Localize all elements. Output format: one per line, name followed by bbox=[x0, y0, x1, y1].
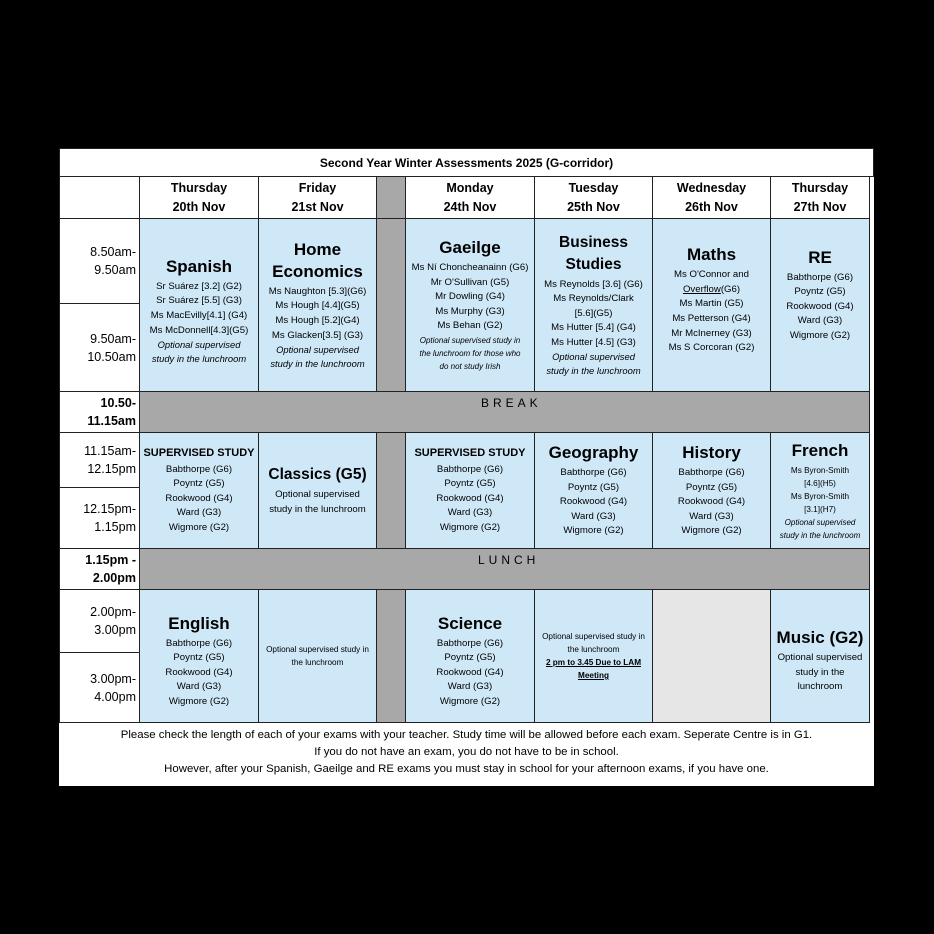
subject-title: French bbox=[791, 440, 849, 460]
supervised-study-mon24 bbox=[406, 433, 535, 549]
footer-line-1: Please check the length of each of your exams with your teacher. Study time will be allowed before each exam. Seperate Centre is in G1. bbox=[120, 729, 813, 741]
exam-room: Ms S Corcoran (G2) bbox=[668, 342, 755, 354]
exam-note: study in the lunchroom bbox=[270, 358, 365, 370]
day-date: 20th Nov bbox=[172, 199, 226, 214]
exam-room: Ward (G3) bbox=[797, 315, 843, 327]
exam-room: Wigmore (G2) bbox=[439, 695, 501, 707]
exam-room: [4.6](H5) bbox=[804, 478, 836, 488]
break-band bbox=[140, 392, 870, 433]
optional-study-tue25 bbox=[535, 590, 653, 723]
day-date: 26th Nov bbox=[685, 199, 738, 214]
time-start: 10.50- bbox=[100, 396, 136, 410]
day-header-thu27 bbox=[771, 177, 870, 219]
exam-room: Rookwood (G4) bbox=[559, 496, 628, 508]
supervised-study-thu20 bbox=[140, 433, 259, 549]
exam-room: Sr Suárez [5.5] (G3) bbox=[156, 295, 242, 307]
lunch-label: LUNCH bbox=[478, 553, 540, 567]
exam-room: Ms Hough [4.4](G5) bbox=[275, 300, 360, 312]
subject-title: Business bbox=[559, 233, 628, 251]
exam-room bbox=[683, 283, 740, 298]
time-end: 3.00pm bbox=[94, 623, 136, 637]
weekend-column-header bbox=[377, 177, 406, 219]
exam-room: Ms Petterson (G4) bbox=[672, 313, 751, 324]
footer-line-3: However, after your Spanish, Gaeilge and RE exams you must stay in school for your afternoon exams, if you have one. bbox=[164, 763, 769, 775]
exam-business-studies bbox=[535, 219, 653, 392]
exam-note: the lunchroom bbox=[291, 658, 344, 667]
exam-note: the lunchroom bbox=[567, 645, 620, 654]
exam-note: study in the lunchroom bbox=[546, 365, 641, 377]
title-text: Second Year Winter Assessments 2025 (G-corridor) bbox=[319, 155, 614, 170]
exam-science bbox=[406, 590, 535, 723]
exam-room: Poyntz (G5) bbox=[173, 652, 225, 664]
exam-room: Mr McInerney (G3) bbox=[671, 327, 752, 339]
time-lunch bbox=[59, 549, 140, 590]
subject-title: Home bbox=[293, 239, 342, 259]
exam-note: study in the lunchroom bbox=[779, 530, 861, 540]
exam-note: Optional supervised bbox=[276, 344, 359, 356]
exam-room: Babthorpe (G6) bbox=[678, 467, 745, 479]
timetable-title bbox=[59, 148, 874, 177]
exam-room: Ward (G3) bbox=[176, 507, 222, 519]
exam-room: Babthorpe (G6) bbox=[436, 637, 504, 649]
time-header-cell bbox=[59, 177, 140, 219]
exam-room: Rookwood (G4) bbox=[786, 300, 854, 312]
exam-room: Wigmore (G2) bbox=[168, 521, 230, 533]
time-break bbox=[59, 392, 140, 433]
exam-note: study in the lunchroom bbox=[151, 353, 247, 365]
exam-note: lunchroom bbox=[797, 681, 843, 693]
exam-room: Ms Murphy (G3) bbox=[435, 305, 505, 317]
exam-note: study in the lunchroom bbox=[269, 503, 366, 515]
exam-room: [5.6](G5) bbox=[574, 307, 613, 319]
exam-maths bbox=[653, 219, 771, 392]
exam-room: Wigmore (G2) bbox=[681, 525, 742, 537]
exam-room: Ms Martin (G5) bbox=[679, 298, 744, 310]
footer-line-2: If you do not have an exam, you do not have to be in school. bbox=[314, 746, 619, 758]
day-name: Friday bbox=[298, 180, 337, 195]
exam-note: Optional supervised bbox=[275, 488, 360, 500]
lam-meeting-note: 2 pm to 3.45 Due to LAM bbox=[545, 658, 642, 667]
exam-room: Wigmore (G2) bbox=[439, 521, 501, 533]
exam-room: Ms Hutter [4.5] (G3) bbox=[551, 336, 636, 348]
weekend-column-morning bbox=[377, 219, 406, 392]
exam-room: Ms Naughton [5.3](G6) bbox=[268, 285, 367, 297]
subject-title: Economics bbox=[272, 261, 363, 281]
exam-room: Ms McDonnell[4.3](G5) bbox=[149, 324, 249, 336]
break-label: BREAK bbox=[481, 396, 542, 410]
exam-gaeilge bbox=[406, 219, 535, 392]
exam-room: Poyntz (G5) bbox=[794, 286, 846, 298]
time-start: 9.50am- bbox=[90, 331, 136, 346]
time-start: 12.15pm- bbox=[83, 502, 136, 516]
exam-room: Babthorpe (G6) bbox=[165, 463, 233, 475]
subject-title: Studies bbox=[565, 255, 622, 273]
time-end: 11.15am bbox=[87, 414, 136, 428]
exam-room: Babthorpe (G6) bbox=[165, 637, 233, 649]
exam-note: Optional supervised bbox=[157, 339, 241, 351]
day-header-wed26 bbox=[653, 177, 771, 219]
time-slot-6 bbox=[59, 653, 140, 723]
exam-room: Poyntz (G5) bbox=[173, 478, 225, 490]
subject-title: History bbox=[682, 443, 741, 463]
exam-english bbox=[140, 590, 259, 723]
time-slot-2 bbox=[59, 304, 140, 392]
exam-history bbox=[653, 433, 771, 549]
exam-room: Ward (G3) bbox=[447, 681, 493, 693]
time-start: 2.00pm- bbox=[90, 605, 136, 619]
exam-room: Ms Hough [5.2](G4) bbox=[275, 315, 360, 326]
exam-room: Babthorpe (G6) bbox=[560, 467, 627, 479]
time-end: 2.00pm bbox=[92, 571, 136, 585]
exam-room: Poyntz (G5) bbox=[567, 481, 620, 493]
exam-room: [3.1](H7) bbox=[804, 504, 836, 514]
exam-classics bbox=[259, 433, 377, 549]
exam-room: Babthorpe (G6) bbox=[786, 271, 854, 283]
day-header-tue25 bbox=[535, 177, 653, 219]
exam-room: Wigmore (G2) bbox=[789, 329, 851, 341]
time-end: 12.15pm bbox=[87, 462, 136, 476]
exam-room: Ms O'Connor and bbox=[674, 269, 749, 281]
subject-title: Maths bbox=[686, 245, 737, 265]
exam-note: Optional supervised bbox=[784, 517, 856, 527]
day-header-fri21 bbox=[259, 177, 377, 219]
lam-meeting-note: Meeting bbox=[578, 671, 609, 680]
exam-room: Rookwood (G4) bbox=[165, 492, 233, 504]
exam-room: Ms Byron-Smith bbox=[790, 491, 850, 501]
exam-note: Optional supervised study in bbox=[419, 335, 521, 345]
exam-note: Optional supervised study in bbox=[266, 645, 369, 654]
day-name: Wednesday bbox=[676, 180, 747, 195]
time-slot-5 bbox=[59, 590, 140, 653]
subject-title: RE bbox=[808, 247, 832, 267]
day-date: 27th Nov bbox=[793, 199, 847, 214]
exam-music bbox=[771, 590, 870, 723]
exam-note: the lunchroom for those who bbox=[419, 348, 521, 358]
day-date: 25th Nov bbox=[567, 199, 620, 214]
day-header-mon24 bbox=[406, 177, 535, 219]
time-slot-4 bbox=[59, 488, 140, 549]
exam-room: Ward (G3) bbox=[176, 681, 222, 693]
subject-title: Classics (G5) bbox=[268, 465, 367, 483]
exam-room: Wigmore (G2) bbox=[168, 695, 230, 707]
lunch-band bbox=[140, 549, 870, 590]
exam-room: Ms Reynolds/Clark bbox=[553, 293, 634, 305]
time-slot-3 bbox=[59, 433, 140, 488]
exam-note: Optional supervised bbox=[552, 351, 635, 363]
exam-room: Ms MacEvilly[4.1] (G4) bbox=[150, 310, 248, 321]
exam-room: Poyntz (G5) bbox=[685, 481, 738, 493]
time-end: 4.00pm bbox=[94, 689, 136, 704]
exam-room: Mr Dowling (G4) bbox=[435, 291, 505, 303]
time-start: 1.15pm - bbox=[85, 553, 136, 567]
timetable-sheet bbox=[59, 148, 874, 786]
exam-room: Rookwood (G4) bbox=[165, 666, 233, 678]
subject-title: SUPERVISED STUDY bbox=[143, 446, 255, 459]
subject-title: Science bbox=[437, 613, 503, 633]
subject-title: Music (G2) bbox=[776, 628, 864, 648]
day-header-thu20 bbox=[140, 177, 259, 219]
subject-title: SUPERVISED STUDY bbox=[414, 446, 526, 459]
exam-room: Ward (G3) bbox=[447, 507, 493, 519]
day-name: Tuesday bbox=[568, 180, 619, 195]
time-start: 8.50am- bbox=[90, 245, 136, 259]
time-start: 11.15am- bbox=[84, 444, 136, 458]
weekend-column-midday bbox=[377, 433, 406, 549]
day-name: Thursday bbox=[791, 180, 849, 195]
exam-room-group: (G6) bbox=[720, 283, 741, 295]
exam-room: Babthorpe (G6) bbox=[436, 463, 504, 475]
exam-room: Ms Reynolds [3.6] (G6) bbox=[544, 278, 643, 290]
exam-room: Ms Ní Choncheanainn (G6) bbox=[411, 262, 529, 274]
exam-room: Ms Byron-Smith bbox=[790, 465, 850, 475]
optional-study-fri21 bbox=[259, 590, 377, 723]
exam-spanish bbox=[140, 219, 259, 392]
exam-room: Mr O'Sullivan (G5) bbox=[430, 276, 510, 288]
time-end: 1.15pm bbox=[94, 520, 136, 534]
overflow-link-text: Overflow bbox=[682, 283, 721, 295]
exam-room: Sr Suárez [3.2] (G2) bbox=[156, 280, 242, 292]
day-date: 24th Nov bbox=[443, 199, 497, 214]
time-end: 9.50am bbox=[94, 263, 136, 277]
exam-room: Wigmore (G2) bbox=[563, 525, 624, 537]
exam-room: Ms Hutter [5.4] (G4) bbox=[551, 322, 636, 334]
day-name: Monday bbox=[446, 180, 494, 195]
day-name: Thursday bbox=[170, 180, 228, 195]
subject-title: Spanish bbox=[165, 256, 233, 276]
exam-note: study in the bbox=[795, 666, 845, 678]
exam-room: Poyntz (G5) bbox=[444, 652, 496, 664]
exam-re bbox=[771, 219, 870, 392]
time-end: 10.50am bbox=[87, 349, 136, 364]
exam-room: Ms Glacken[3.5] (G3) bbox=[271, 329, 364, 341]
exam-room: Rookwood (G4) bbox=[436, 492, 504, 504]
exam-french bbox=[771, 433, 870, 549]
exam-room: Rookwood (G4) bbox=[677, 496, 746, 508]
exam-room: Ward (G3) bbox=[571, 510, 616, 522]
exam-note: do not study Irish bbox=[439, 361, 501, 371]
exam-room: Poyntz (G5) bbox=[444, 478, 496, 490]
exam-note: Optional supervised bbox=[777, 652, 863, 664]
time-slot-1 bbox=[59, 219, 140, 304]
empty-slot-wed26 bbox=[653, 590, 771, 723]
time-start: 3.00pm- bbox=[90, 671, 136, 686]
weekend-column-afternoon bbox=[377, 590, 406, 723]
day-date: 21st Nov bbox=[291, 199, 344, 214]
exam-home-economics bbox=[259, 219, 377, 392]
exam-room: Ward (G3) bbox=[689, 510, 734, 522]
subject-title: Gaeilge bbox=[439, 238, 501, 258]
exam-room: Rookwood (G4) bbox=[436, 666, 504, 678]
subject-title: Geography bbox=[548, 443, 639, 463]
exam-note: Optional supervised study in bbox=[542, 632, 645, 641]
exam-geography bbox=[535, 433, 653, 549]
exam-room: Ms Behan (G2) bbox=[437, 320, 503, 332]
subject-title: English bbox=[168, 613, 230, 633]
